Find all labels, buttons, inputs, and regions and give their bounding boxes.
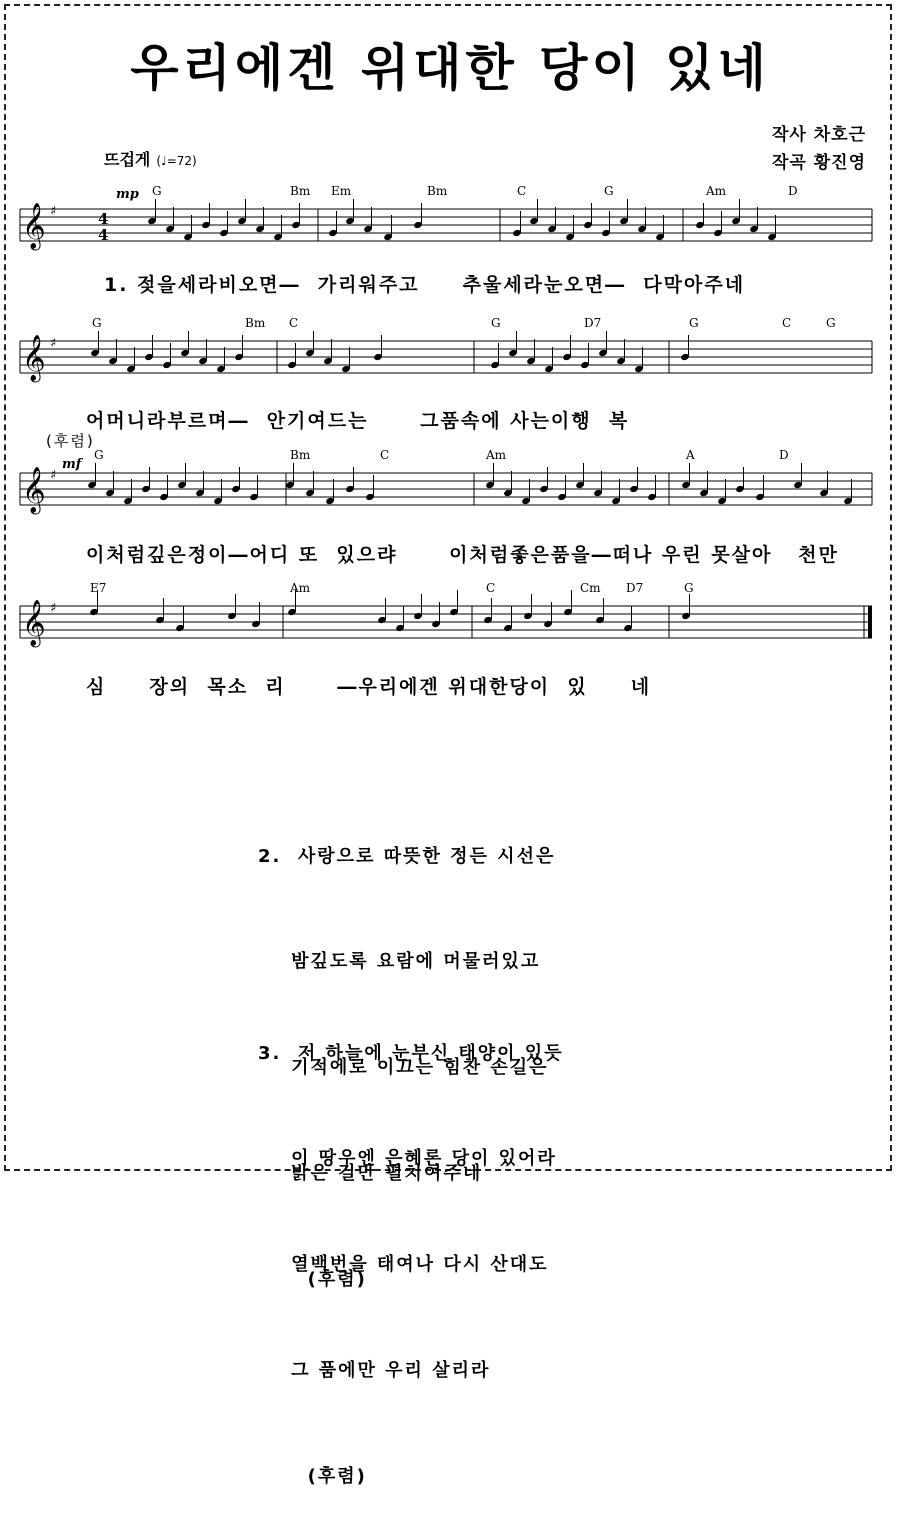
chord-symbol: E7 <box>90 581 107 595</box>
verse-3 <box>258 965 564 1530</box>
verse-line: 그 품에만 우리 살리라 <box>258 1360 491 1382</box>
dynamic-mf: mf <box>62 457 82 472</box>
chord-symbol: Bm <box>245 316 266 330</box>
chord-symbol: G <box>491 316 501 330</box>
lyrics-line-3: 이처럼깊은정이―어디 또 있으랴 이처럼좋은품을―떠나 우린 못살아 천만 <box>86 544 839 566</box>
refrain-marker: (후렴) <box>258 1269 367 1291</box>
chord-symbol: Am <box>486 448 507 462</box>
metronome-mark: (♩=72) <box>156 154 197 168</box>
refrain-label: (후렴) <box>46 432 95 450</box>
verse-line: 기적에로 이끄는 힘찬 손길은 <box>258 1057 549 1079</box>
chord-symbol: D <box>788 184 798 198</box>
time-signature-top: 4 <box>98 210 109 228</box>
lyricist-credit: 작사 차호근 <box>771 125 866 145</box>
chord-symbol: D7 <box>584 316 602 330</box>
chord-symbol: Am <box>706 184 727 198</box>
time-signature-bottom: 4 <box>98 226 109 244</box>
treble-clef-icon: 𝄞 <box>22 467 46 513</box>
chord-symbol: C <box>517 184 527 198</box>
chord-symbol: G <box>94 448 104 462</box>
key-signature-sharp-icon: ♯ <box>50 468 57 483</box>
chord-symbol: C <box>380 448 390 462</box>
chord-symbol: Bm <box>427 184 448 198</box>
verse-line: 2. 사랑으로 따뜻한 정든 시선은 <box>258 845 556 867</box>
refrain-marker: (후렴) <box>258 1466 367 1488</box>
music-score <box>0 0 900 700</box>
key-signature-sharp-icon: ♯ <box>50 601 57 616</box>
chord-symbol: Em <box>331 184 352 198</box>
dynamic-mp: mp <box>116 187 139 202</box>
chord-symbol: C <box>486 581 496 595</box>
chord-symbol: D7 <box>626 581 644 595</box>
chord-symbol: G <box>92 316 102 330</box>
lyrics-line-1: 1. 젖을세라비오면― 가리워주고 추울세라눈오면― 다막아주네 <box>104 274 746 296</box>
chord-symbol: G <box>689 316 699 330</box>
chord-symbol: G <box>604 184 614 198</box>
chord-symbol: Cm <box>580 581 601 595</box>
verse-line: 밤깊도록 요람에 머물러있고 <box>258 951 541 973</box>
chord-symbol: Am <box>290 581 311 595</box>
chord-symbol: Bm <box>290 184 311 198</box>
final-barline-thick <box>868 606 872 638</box>
tempo-marking: 뜨겁게 (♩=72) <box>104 150 197 169</box>
key-signature-sharp-icon: ♯ <box>50 204 57 219</box>
chord-symbol: A <box>686 448 695 462</box>
chord-symbol: G <box>826 316 836 330</box>
key-signature-sharp-icon: ♯ <box>50 336 57 351</box>
lyrics-line-2: 어머니라부르며― 안기여드는 그품속에 사는이행 복 <box>86 410 630 432</box>
treble-clef-icon: 𝄞 <box>22 203 46 249</box>
treble-clef-icon: 𝄞 <box>22 600 46 646</box>
chord-symbol: G <box>152 184 162 198</box>
chord-symbol: Bm <box>290 448 311 462</box>
composer-credit: 작곡 황진영 <box>771 153 866 173</box>
song-title: 우리에겐 위대한 당이 있네 <box>130 39 770 97</box>
verse-line: 이 땅우엔 은혜론 당이 있어라 <box>258 1148 557 1170</box>
chord-symbol: G <box>684 581 694 595</box>
chord-symbol: D <box>779 448 789 462</box>
chord-symbol: C <box>289 316 299 330</box>
chord-symbol: C <box>782 316 792 330</box>
verse-line: 3. 저 하늘에 눈부신 태양이 있듯 <box>258 1042 564 1064</box>
treble-clef-icon: 𝄞 <box>22 335 46 381</box>
lyrics-line-4: 심 장의 목소 리 ―우리에겐 위대한당이 있 네 <box>86 676 652 698</box>
verse-line: 열백번을 태여나 다시 산대도 <box>258 1254 549 1276</box>
verse-line: 밝은 길만 펼치여주네 <box>258 1163 483 1185</box>
